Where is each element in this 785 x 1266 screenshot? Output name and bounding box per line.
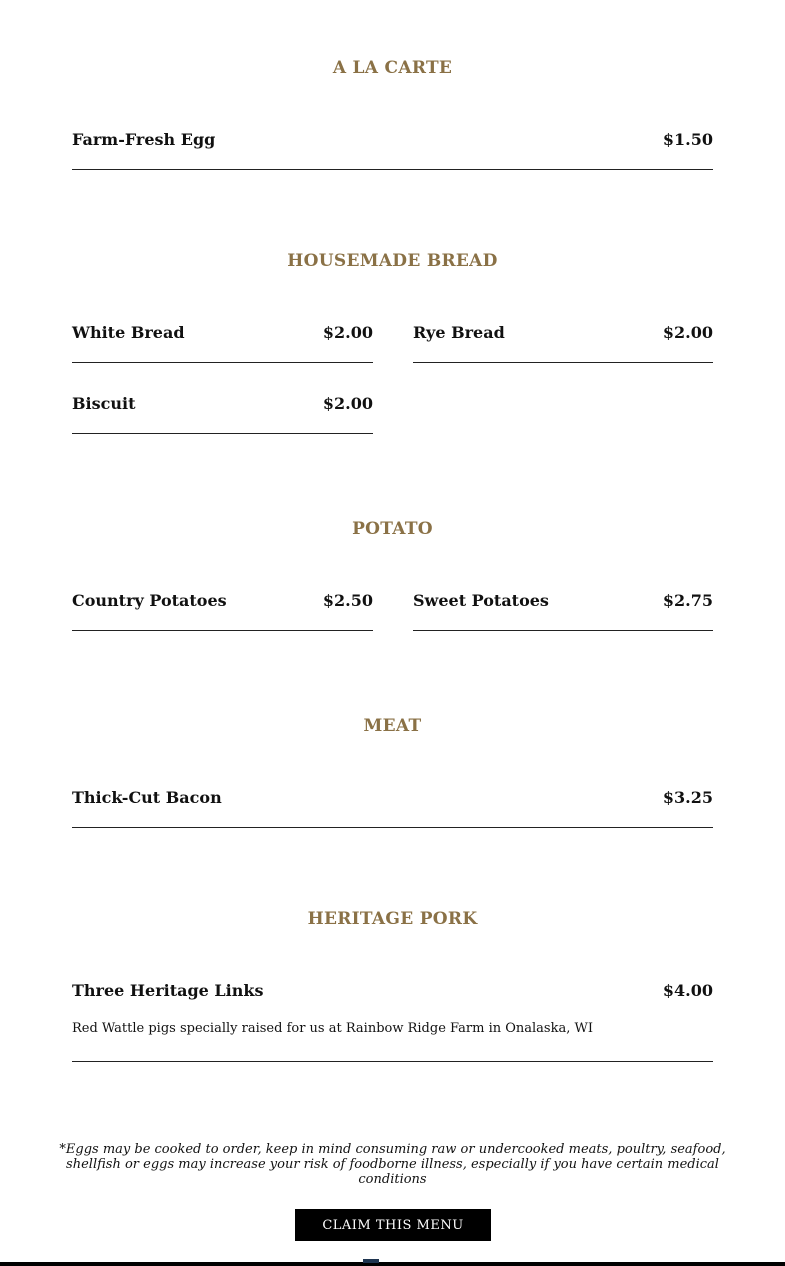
menu-item-farm-fresh-egg <box>72 130 713 170</box>
section-title-potato: POTATO <box>352 519 433 539</box>
menu-item-price: $2.00 <box>322 323 373 342</box>
menu-item-sweet-potatoes <box>413 591 713 631</box>
food-safety-disclaimer: *Eggs may be cooked to order, keep in mind consuming raw or undercooked meats, poultry, seafood, shellfish or eggs may increase your risk of foodborne illness, especially if you have certain medical conditions <box>59 1142 726 1187</box>
menu-item-name: Biscuit <box>72 394 136 413</box>
menu-item-price: $2.50 <box>322 591 373 610</box>
menu-item-description: Red Wattle pigs specially raised for us at Rainbow Ridge Farm in Onalaska, WI <box>72 1021 593 1036</box>
menu-item-name: Rye Bread <box>413 323 505 342</box>
menu-item-price: $2.00 <box>662 323 713 342</box>
menu-item-price: $1.50 <box>662 130 713 149</box>
menu-item-name: Three Heritage Links <box>72 981 264 1000</box>
section-title-heritage-pork: HERITAGE PORK <box>307 909 478 929</box>
menu-item-price: $2.75 <box>662 591 713 610</box>
menu-item-price: $2.00 <box>322 394 373 413</box>
menu-item-thick-cut-bacon <box>72 788 713 828</box>
section-title-a-la-carte: A LA CARTE <box>332 58 453 78</box>
menu-item-country-potatoes <box>72 591 373 631</box>
section-title-meat: MEAT <box>363 716 422 736</box>
menu-item-price: $4.00 <box>662 981 713 1000</box>
menu-item-name: Sweet Potatoes <box>413 591 549 610</box>
claim-menu-button[interactable]: CLAIM THIS MENU <box>295 1209 491 1241</box>
bottom-bar <box>0 1262 785 1266</box>
menu-item-white-bread <box>72 323 373 363</box>
bottom-tab-indicator[interactable] <box>363 1259 379 1263</box>
menu-item-rye-bread <box>413 323 713 363</box>
menu-item-name: Farm-Fresh Egg <box>72 130 216 149</box>
menu-item-name: White Bread <box>72 323 185 342</box>
menu-item-name: Thick-Cut Bacon <box>72 788 222 807</box>
menu-item-biscuit <box>72 394 373 434</box>
section-title-housemade-bread: HOUSEMADE BREAD <box>287 251 498 271</box>
menu-item-three-heritage-links <box>72 981 713 1062</box>
menu-item-name: Country Potatoes <box>72 591 227 610</box>
menu-item-price: $3.25 <box>662 788 713 807</box>
